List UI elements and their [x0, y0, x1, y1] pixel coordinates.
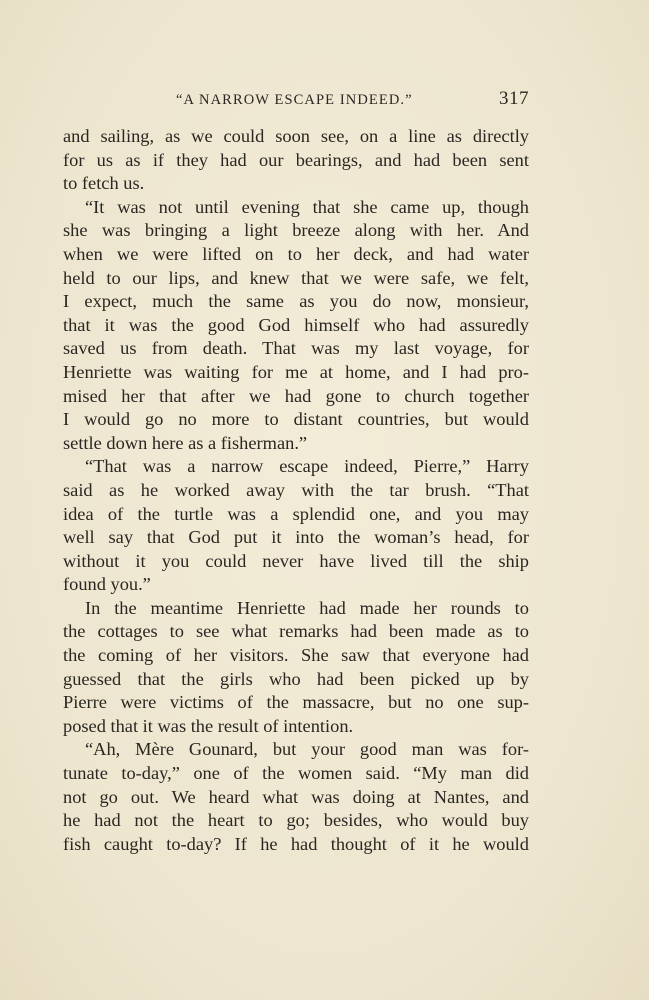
text-line: for us as if they had our bearings, and had been sent: [63, 149, 529, 170]
text-line: In the meantime Henriette had made her rounds to: [85, 597, 529, 618]
text-line: idea of the turtle was a splendid one, and you may: [63, 503, 529, 524]
text-line: found you.”: [63, 574, 151, 595]
text-line: that it was the good God himself who had assuredly: [63, 314, 529, 335]
text-line: when we were lifted on to her deck, and had water: [63, 243, 529, 264]
text-line: I expect, much the same as you do now, monsieur,: [63, 291, 529, 312]
text-line: “Ah, Mère Gounard, but your good man was for-: [85, 739, 529, 760]
text-line: she was bringing a light breeze along with her. And: [63, 220, 529, 241]
text-line: tunate to-day,” one of the women said. “My man did: [63, 763, 529, 784]
page-number: 317: [499, 88, 529, 109]
text-line: “It was not until evening that she came up, though: [85, 196, 529, 217]
running-head: [63, 88, 529, 112]
text-line: the cottages to see what remarks had been made as to: [63, 621, 529, 642]
running-title: “A NARROW ESCAPE INDEED.”: [176, 92, 413, 108]
text-line: “That was a narrow escape indeed, Pierre,” Harry: [85, 456, 529, 477]
text-line: held to our lips, and knew that we were safe, we felt,: [63, 267, 529, 288]
text-line: mised her that after we had gone to church together: [63, 385, 529, 406]
text-line: settle down here as a fisherman.”: [63, 432, 308, 453]
text-line: he had not the heart to go; besides, who would buy: [63, 810, 529, 831]
text-line: not go out. We heard what was doing at Nantes, and: [63, 786, 529, 807]
text-line: saved us from death. That was my last voyage, for: [63, 338, 529, 359]
text-line: and sailing, as we could soon see, on a line as directly: [63, 126, 529, 146]
text-line: the coming of her visitors. She saw that everyone had: [63, 645, 529, 666]
text-line: guessed that the girls who had been picked up by: [63, 668, 529, 689]
body-text: [63, 125, 529, 856]
text-line: posed that it was the result of intention.: [63, 715, 354, 736]
text-line: without it you could never have lived till the ship: [63, 550, 529, 571]
text-line: fish caught to-day? If he had thought of it he would: [63, 833, 529, 854]
text-line: said as he worked away with the tar brush. “That: [63, 479, 529, 500]
text-line: I would go no more to distant countries, but would: [63, 409, 529, 430]
text-line: well say that God put it into the woman’s head, for: [63, 527, 529, 548]
text-line: Pierre were victims of the massacre, but no one sup-: [63, 692, 529, 713]
text-line: Henriette was waiting for me at home, and I had pro-: [63, 361, 529, 382]
text-line: to fetch us.: [63, 173, 145, 194]
